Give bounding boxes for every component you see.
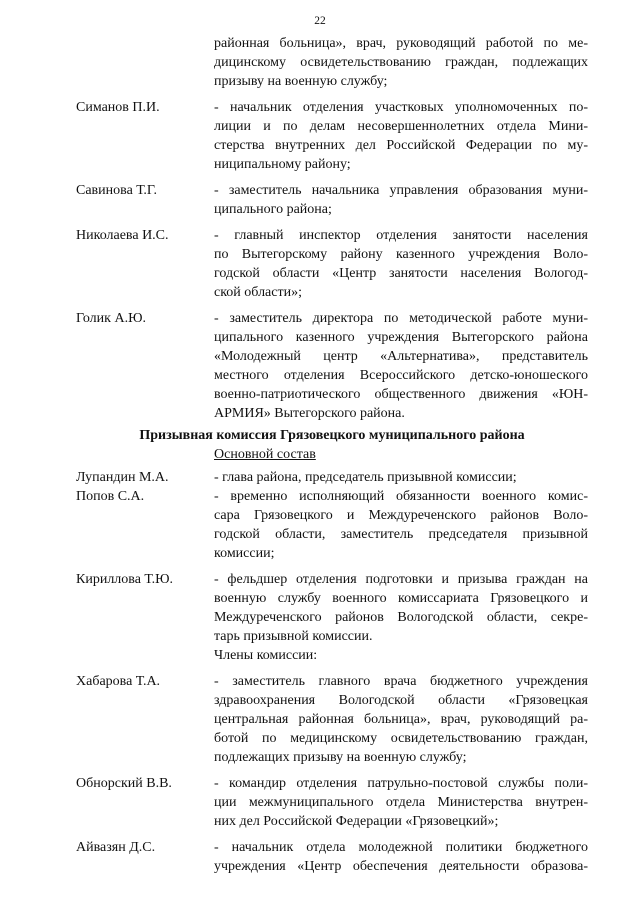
document-content xyxy=(76,34,588,883)
member-name: Голик А.Ю. xyxy=(76,311,146,326)
page-number: 22 xyxy=(314,15,326,27)
member-name: Обнорский В.В. xyxy=(76,776,172,791)
text-line: дицинскому освидетельствованию граждан, подлежащих xyxy=(214,55,588,70)
text-line: - фельдшер отделения подготовки и призыва граждан на xyxy=(214,572,588,587)
member-description xyxy=(214,570,588,646)
member-name: Лупандин М.А. xyxy=(76,470,169,485)
text-line: ципального района; xyxy=(214,202,332,217)
member-entry xyxy=(76,98,588,174)
text-line: комиссии; xyxy=(214,546,275,561)
text-line: - заместитель главного врача бюджетного учреждения xyxy=(214,674,588,689)
text-line: ботой по медицинскому освидетельствованию граждан, xyxy=(214,731,588,746)
text-line: ской области»; xyxy=(214,285,302,300)
member-name: Симанов П.И. xyxy=(76,100,160,115)
text-line: лиции и по делам несовершеннолетних отдела Мини- xyxy=(214,119,588,134)
member-description xyxy=(214,838,588,876)
text-line: них дел Российской Федерации «Грязовецкий»; xyxy=(214,814,499,829)
member-description xyxy=(214,181,588,219)
text-line: - главный инспектор отделения занятости населения xyxy=(214,228,588,243)
member-entry xyxy=(76,774,588,831)
text-line: АРМИЯ» Вытегорского района. xyxy=(214,406,405,421)
commission-heading: Призывная комиссия Грязовецкого муниципального района xyxy=(139,428,525,443)
member-entry xyxy=(76,672,588,767)
text-line: - начальник отделения участковых уполномоченных по- xyxy=(214,100,588,115)
member-name: Хабарова Т.А. xyxy=(76,674,161,689)
member-description xyxy=(214,309,588,423)
text-line: военную службу военного комиссариата Грязовецкого и xyxy=(214,591,588,606)
member-entry xyxy=(76,570,588,646)
member-entry xyxy=(76,487,588,563)
member-name: Попов С.А. xyxy=(76,489,145,504)
member-entry xyxy=(76,838,588,876)
text-line: учреждения «Центр обеспечения деятельности образова- xyxy=(214,859,588,874)
member-name: Кириллова Т.Ю. xyxy=(76,572,173,587)
member-description xyxy=(214,226,588,302)
member-description xyxy=(214,774,588,831)
continuation-paragraph xyxy=(214,34,588,91)
text-line: стерства внутренних дел Российской Федерации по му- xyxy=(214,138,588,153)
text-line: здравоохранения Вологодской области «Грязовецкая xyxy=(214,693,588,708)
text-line: годской области «Центр занятости населения Вологод- xyxy=(214,266,588,281)
text-line: - начальник отдела молодежной политики бюджетного xyxy=(214,840,588,855)
text-line: тарь призывной комиссии. xyxy=(214,629,373,644)
text-line: местного отделения Всероссийского детско-юношеского xyxy=(214,368,588,383)
text-line: ципального казенного учреждения Вытегорского района xyxy=(214,330,588,345)
member-description xyxy=(214,98,588,174)
text-line: ниципальному району; xyxy=(214,157,351,172)
member-description xyxy=(214,487,588,563)
text-line: - глава района, председатель призывной комиссии; xyxy=(214,470,517,485)
text-line: по Вытегорскому району казенного учреждения Воло- xyxy=(214,247,588,262)
member-entry xyxy=(76,309,588,423)
members-label: Члены комиссии: xyxy=(214,648,318,663)
member-entry xyxy=(76,181,588,219)
text-line: «Молодежный центр «Альтернатива», представитель xyxy=(214,349,588,364)
text-line: ции межмуниципального отдела Министерства внутрен- xyxy=(214,795,588,810)
text-line: - заместитель начальника управления образования муни- xyxy=(214,183,588,198)
member-name: Савинова Т.Г. xyxy=(76,183,157,198)
text-line: - временно исполняющий обязанности военного комис- xyxy=(214,489,588,504)
text-line: районная больница», врач, руководящий работой по ме- xyxy=(214,36,588,51)
text-line: военно-патриотического общественного движения «ЮН- xyxy=(214,387,588,402)
text-line: - заместитель директора по методической работе муни- xyxy=(214,311,588,326)
text-line: годской области, заместитель председателя призывной xyxy=(214,527,588,542)
text-line: центральная районная больница», врач, руководящий ра- xyxy=(214,712,588,727)
text-line: подлежащих призыву на военную службу; xyxy=(214,750,467,765)
section-subheading: Основной состав xyxy=(214,447,316,462)
member-name: Николаева И.С. xyxy=(76,228,169,243)
text-line: сара Грязовецкого и Междуреченского районов Воло- xyxy=(214,508,588,523)
member-name: Айвазян Д.С. xyxy=(76,840,156,855)
member-description xyxy=(214,672,588,767)
text-line: призыву на военную службу; xyxy=(214,74,388,89)
member-entry xyxy=(76,226,588,302)
text-line: Междуреченского районов Вологодской области, секре- xyxy=(214,610,588,625)
text-line: - командир отделения патрульно-постовой службы поли- xyxy=(214,776,588,791)
member-entry xyxy=(76,468,588,487)
member-description xyxy=(214,468,588,487)
